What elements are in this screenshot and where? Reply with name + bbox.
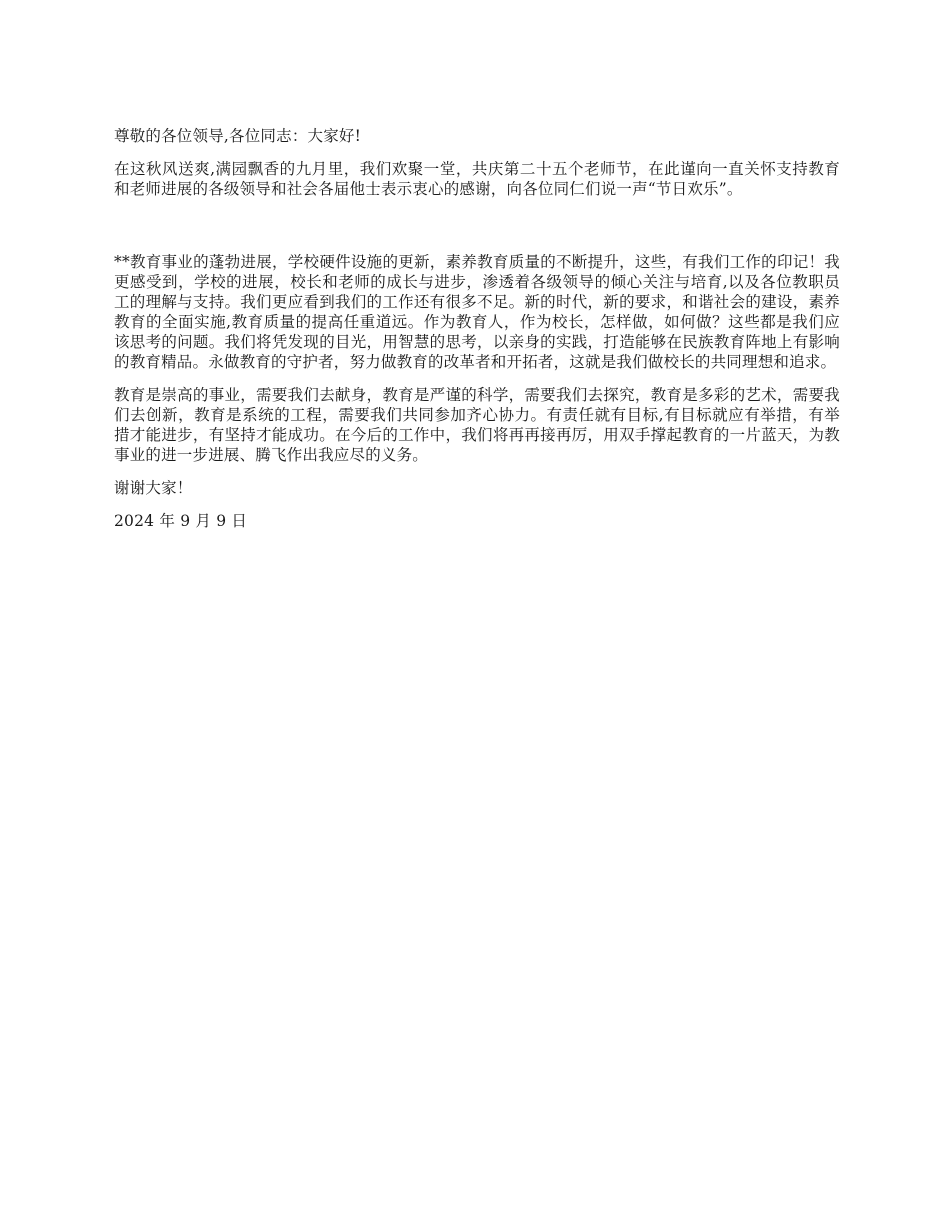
paragraph-opening: 在这秋风送爽,满园飘香的九月里，我们欢聚一堂，共庆第二十五个老师节，在此谨向一直关怀支持教育和老师进展的各级领导和社会各届他士表示衷心的感谢，向各位同仁们说一声“节日欢乐”。 (114, 160, 840, 198)
greeting-line: 尊敬的各位领导,各位同志：大家好! (114, 127, 362, 145)
document-date: 2024 年 9 月 9 日 (114, 512, 248, 530)
closing-thanks: 谢谢大家！ (114, 479, 193, 497)
paragraph-progress: **教育事业的蓬勃进展，学校硬件设施的更新，素养教育质量的不断提升，这些，有我们工作的印记！我更感受到，学校的进展，校长和老师的成长与进步，渗透着各级领导的倾心关注与培育,以及各位教职员工的理解与支持。我们更应看到我们的工作还有很多不足。新的时代，新的要求，和谐社会的建设，素养教育的全面实施,教育质量的提高任重道远。作为教育人，作为校长，怎样做，如何做？这些都是我们应该思考的问题。我们将凭发现的目光，用智慧的思考，以亲身的实践，打造能够在民族教育阵地上有影响的教育精品。永做教育的守护者，努力做教育的改革者和开拓者，这就是我们做校长的共同理想和追求。 (114, 253, 840, 371)
paragraph-mission: 教育是崇高的事业，需要我们去献身，教育是严谨的科学，需要我们去探究，教育是多彩的艺术，需要我们去创新，教育是系统的工程，需要我们共同参加齐心协力。有责任就有目标,有目标就应有举措，有举措才能进步，有坚持才能成功。在今后的工作中，我们将再再接再厉，用双手撑起教育的一片蓝天，为教事业的进一步进展、腾飞作出我应尽的义务。 (114, 386, 840, 464)
document-page (114, 126, 840, 531)
